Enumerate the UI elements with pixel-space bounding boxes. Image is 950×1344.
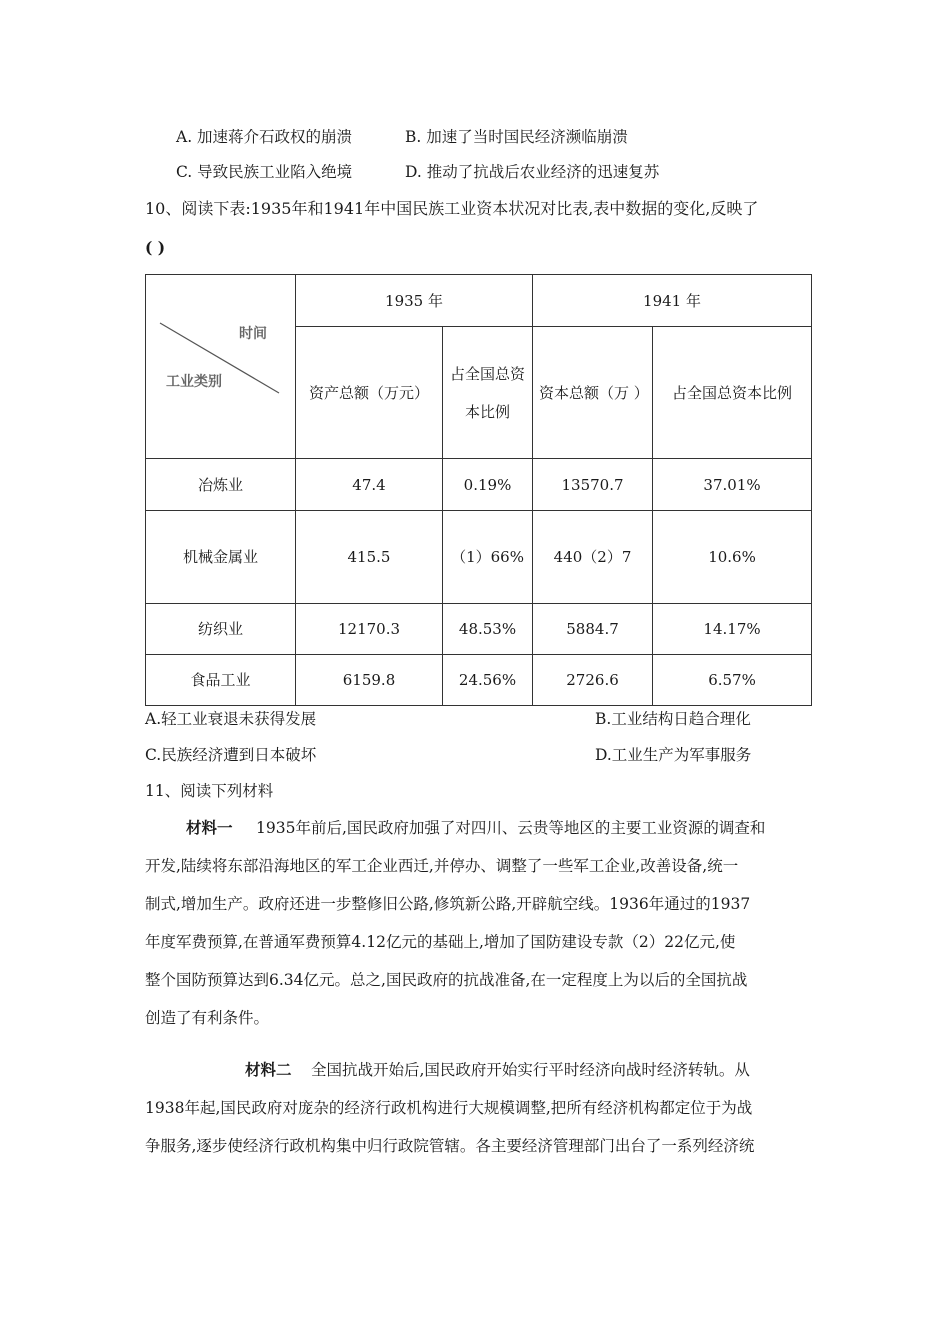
row-category: 冶炼业 <box>146 459 296 511</box>
header-capital-total: 资本总额（万 ） <box>533 327 653 459</box>
diag-category-label: 工业类别 <box>166 374 222 390</box>
table-row <box>146 655 812 706</box>
q9-option-c: C. 导致民族工业陷入绝境 <box>176 163 353 181</box>
row-value: 12170.3 <box>296 604 443 655</box>
year-1941-header: 1941 年 <box>533 275 812 327</box>
q10-paren: ( ) <box>145 238 166 257</box>
material-1-line: 年度军费预算,在普通军费预算4.12亿元的基础上,增加了国防建设专款（2）22亿元,使 <box>145 933 736 951</box>
q10-option-c: C.民族经济遭到日本破坏 <box>145 746 317 764</box>
row-value: 10.6% <box>653 511 812 604</box>
q9-option-b: B. 加速了当时国民经济濒临崩溃 <box>405 128 628 146</box>
q11-stem: 11、阅读下列材料 <box>145 782 274 800</box>
material-2-line: 全国抗战开始后,国民政府开始实行平时经济向战时经济转轨。从 <box>311 1061 750 1079</box>
row-value: 47.4 <box>296 459 443 511</box>
row-category: 机械金属业 <box>146 511 296 604</box>
material-1-line: 制式,增加生产。政府还进一步整修旧公路,修筑新公路,开辟航空线。1936年通过的1937 <box>145 895 751 913</box>
header-share-1941: 占全国总资本比例 <box>653 327 812 459</box>
row-value: 5884.7 <box>533 604 653 655</box>
table-row <box>146 604 812 655</box>
row-value: 415.5 <box>296 511 443 604</box>
row-value: 14.17% <box>653 604 812 655</box>
row-value: 0.19% <box>443 459 533 511</box>
material-1-label: 材料一 <box>186 818 233 837</box>
table-row <box>146 511 812 604</box>
row-value: 37.01% <box>653 459 812 511</box>
material-2-label: 材料二 <box>245 1060 292 1079</box>
diag-time-label: 时间 <box>239 326 267 342</box>
material-2-line: 争服务,逐步使经济行政机构集中归行政院管辖。各主要经济管理部门出台了一系列经济统 <box>145 1137 755 1155</box>
q10-option-a: A.轻工业衰退未获得发展 <box>145 710 317 728</box>
capital-comparison-table <box>145 274 812 706</box>
year-1935-header: 1935 年 <box>296 275 533 327</box>
header-asset-total: 资产总额（万元） <box>296 327 443 459</box>
material-1-line: 整个国防预算达到6.34亿元。总之,国民政府的抗战准备,在一定程度上为以后的全国抗战 <box>145 971 748 989</box>
row-value: 24.56% <box>443 655 533 706</box>
header-share-1935: 占全国总资本比例 <box>443 327 533 459</box>
diagonal-line <box>146 275 296 459</box>
material-2-line: 1938年起,国民政府对庞杂的经济行政机构进行大规模调整,把所有经济机构都定位于为战 <box>145 1099 753 1117</box>
material-1-line: 创造了有利条件。 <box>145 1009 270 1027</box>
table-row <box>146 459 812 511</box>
row-category: 食品工业 <box>146 655 296 706</box>
q10-stem: 10、阅读下表:1935年和1941年中国民族工业资本状况对比表,表中数据的变化,反映了 <box>145 199 759 218</box>
row-value: 6159.8 <box>296 655 443 706</box>
row-value: 2726.6 <box>533 655 653 706</box>
row-value: 13570.7 <box>533 459 653 511</box>
q10-option-b: B.工业结构日趋合理化 <box>595 710 751 728</box>
material-1-line: 开发,陆续将东部沿海地区的军工企业西迁,并停办、调整了一些军工企业,改善设备,统一 <box>145 857 739 875</box>
q9-option-a: A. 加速蒋介石政权的崩溃 <box>176 128 353 146</box>
row-category: 纺织业 <box>146 604 296 655</box>
q10-option-d: D.工业生产为军事服务 <box>595 746 752 764</box>
row-value: 6.57% <box>653 655 812 706</box>
q9-option-d: D. 推动了抗战后农业经济的迅速复苏 <box>405 163 660 181</box>
diagonal-header-cell <box>146 275 296 459</box>
row-value: 440（2）7 <box>533 511 653 604</box>
row-value: （1）66% <box>443 511 533 604</box>
row-value: 48.53% <box>443 604 533 655</box>
material-1-line: 1935年前后,国民政府加强了对四川、云贵等地区的主要工业资源的调查和 <box>256 819 766 837</box>
